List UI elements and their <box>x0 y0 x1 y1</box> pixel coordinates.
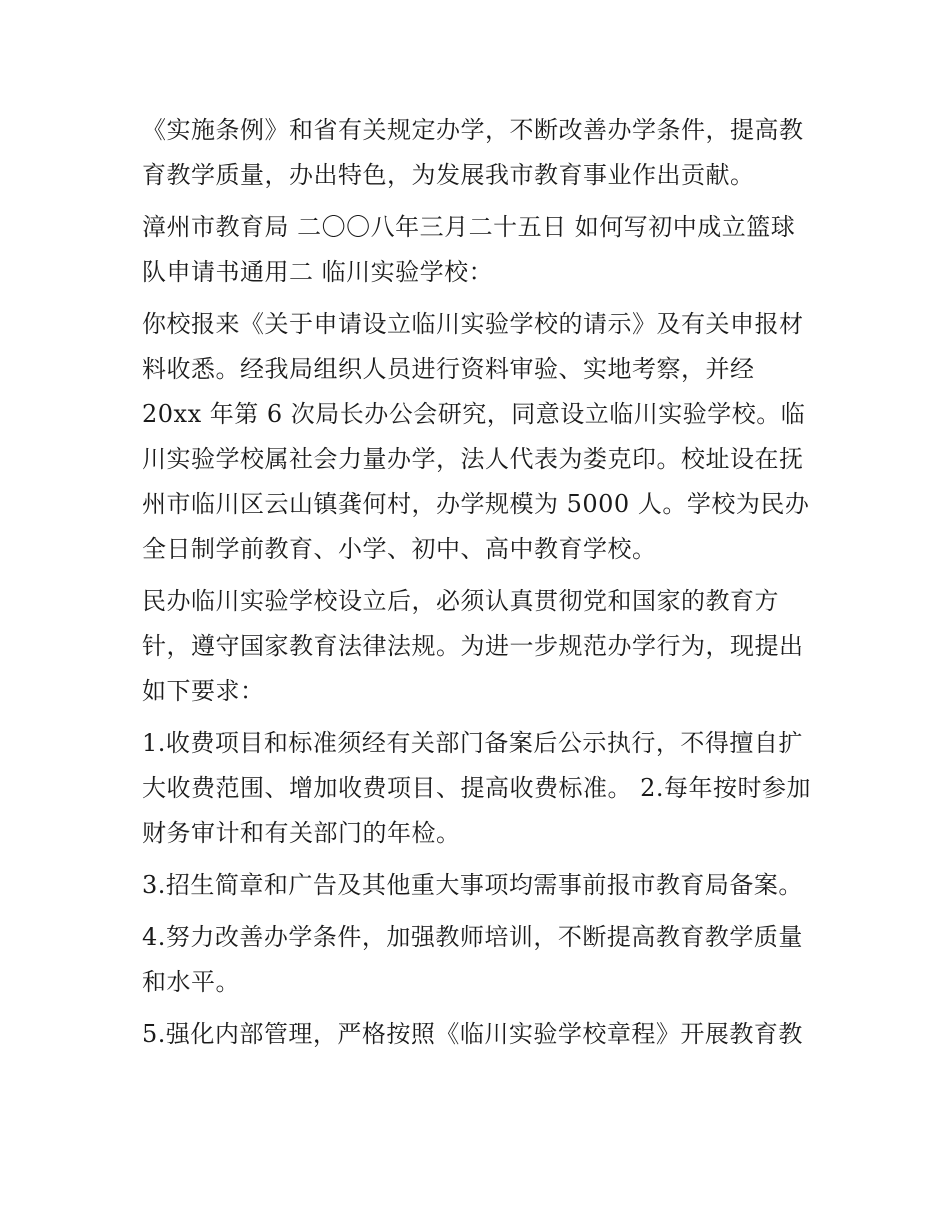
text-line: 料收悉。经我局组织人员进行资料审验、实地考察，并经 <box>142 355 755 383</box>
text-line: 育教学质量，办出特色，为发展我市教育事业作出贡献。 <box>142 161 755 189</box>
text-line: 队申请书通用二 临川实验学校： <box>142 258 494 286</box>
requirement-item-4 <box>142 915 822 1005</box>
text-line: 5.强化内部管理，严格按照《临川实验学校章程》开展教育教 <box>142 1020 803 1048</box>
requirement-item-1-2 <box>142 721 822 856</box>
text-line: 大收费范围、增加收费项目、提高收费标准。 2.每年按时参加 <box>142 774 812 802</box>
paragraph-regulations-closing <box>142 108 822 198</box>
text-line: 20xx 年第 6 次局长办公会研究，同意设立临川实验学校。临 <box>142 400 806 428</box>
text-line: 财务审计和有关部门的年检。 <box>142 819 461 847</box>
text-line: 川实验学校属社会力量办学，法人代表为娄克印。校址设在抚 <box>142 445 804 473</box>
paragraph-approval <box>142 302 822 572</box>
text-line: 如下要求： <box>142 677 265 705</box>
text-line: 你校报来《关于申请设立临川实验学校的请示》及有关申报材 <box>142 310 804 338</box>
text-line: 针，遵守国家教育法律法规。为进一步规范办学行为，现提出 <box>142 632 804 660</box>
text-line: 和水平。 <box>142 968 240 996</box>
text-line: 1.收费项目和标准须经有关部门备案后公示执行，不得擅自扩 <box>142 729 803 757</box>
text-line: 州市临川区云山镇龚何村，办学规模为 5000 人。学校为民办 <box>142 490 810 518</box>
text-line: 4.努力改善办学条件，加强教师培训，不断提高教育教学质量 <box>142 923 803 951</box>
text-line: 3.招生简章和广告及其他重大事项均需事前报市教育局备案。 <box>142 871 803 899</box>
text-line: 《实施条例》和省有关规定办学，不断改善办学条件，提高教 <box>142 116 804 144</box>
text-line: 全日制学前教育、小学、初中、高中教育学校。 <box>142 535 657 563</box>
requirement-item-3 <box>142 863 822 908</box>
document-body <box>142 108 822 1057</box>
text-line: 漳州市教育局 二〇〇八年三月二十五日 如何写初中成立篮球 <box>142 213 796 241</box>
text-line: 民办临川实验学校设立后，必须认真贯彻党和国家的教育方 <box>142 587 779 615</box>
paragraph-requirements-intro <box>142 579 822 714</box>
paragraph-signature-and-title <box>142 205 822 295</box>
requirement-item-5 <box>142 1012 822 1057</box>
